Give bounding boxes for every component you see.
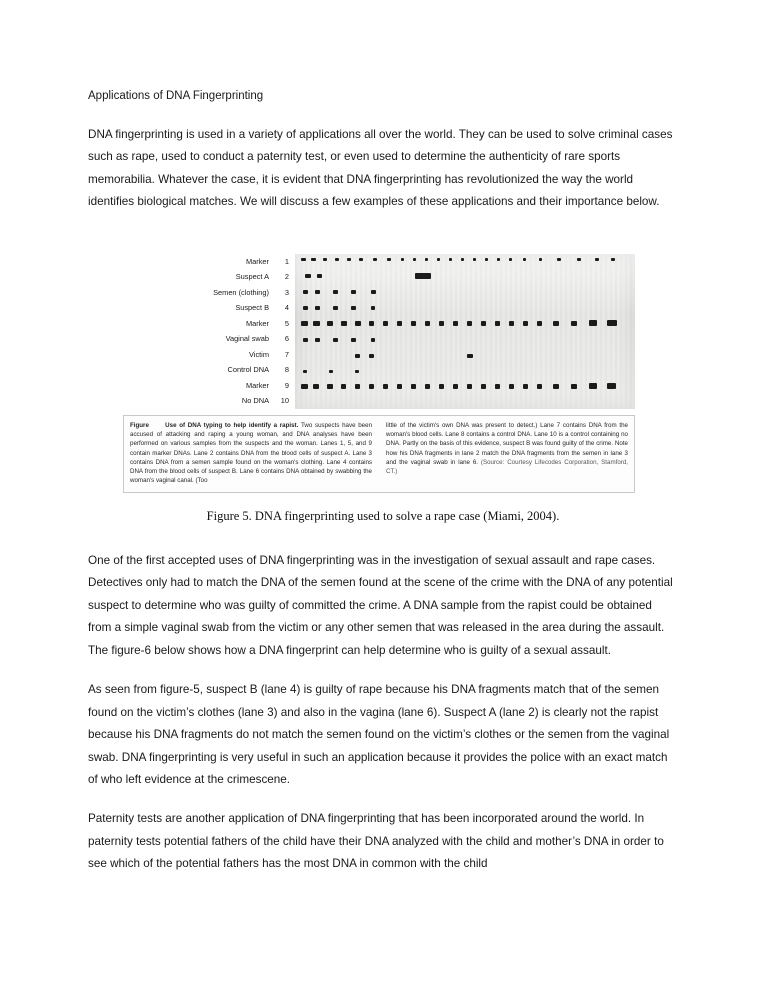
figure-caption-title: Use of DNA typing to help identify a rapist. bbox=[165, 421, 299, 429]
figure-caption-right bbox=[386, 421, 628, 486]
document-content bbox=[88, 88, 678, 893]
lane-row bbox=[123, 393, 295, 409]
gel-lane-labels bbox=[123, 254, 295, 409]
lane-row bbox=[123, 254, 295, 270]
lane-number: 1 bbox=[284, 256, 289, 266]
lane-label: Marker bbox=[246, 256, 269, 266]
lane-row bbox=[123, 347, 295, 363]
gel-background-texture bbox=[295, 254, 635, 409]
lane-row bbox=[123, 269, 295, 285]
lane-number: 5 bbox=[284, 318, 289, 328]
figure-caption-right-body: little of the victim's own DNA was present to detect.) Lane 7 contains DNA from the woman's blood cells. Lane 8 contains a control DNA. Lane 10 is a control containing no DNA. Partly on the basis of this evidence, suspect B was found guilty of the crime. Note how his DNA fragments in lane 2 match the DNA fragments from the semen in lane 3 and the vaginal swab in lane 6. bbox=[386, 421, 628, 466]
lane-row bbox=[123, 362, 295, 378]
lane-label: Semen (clothing) bbox=[213, 287, 269, 297]
lane-row bbox=[123, 300, 295, 316]
paragraph-paternity: Paternity tests are another application of DNA fingerprinting that has been incorporated around the world. In paternity tests potential fathers of the child have their DNA analyzed with the child and mother’s DNA in order to see which of the potential fathers has the most DNA in common with the child bbox=[88, 812, 664, 871]
page-title: Applications of DNA Fingerprinting bbox=[88, 90, 264, 102]
lane-label: Vaginal swab bbox=[225, 334, 269, 344]
lane-number: 4 bbox=[284, 303, 289, 313]
figure-caption-label: Figure bbox=[130, 421, 149, 429]
lane-number: 2 bbox=[284, 272, 289, 282]
gel-figure bbox=[123, 254, 635, 409]
lane-row bbox=[123, 316, 295, 332]
figure-number-caption: Figure 5. DNA fingerprinting used to solve a rape case (Miami, 2004). bbox=[206, 508, 560, 523]
lane-number: 10 bbox=[280, 396, 289, 406]
lane-label: Suspect B bbox=[235, 303, 269, 313]
lane-label: No DNA bbox=[241, 396, 269, 406]
paragraph-figure-analysis: As seen from figure-5, suspect B (lane 4) is guilty of rape because his DNA fragments match that of the semen found on the victim’s clothes (lane 3) and also in the vagina (lane 6). Suspect A (lane 2) is clearly not the rapist because his DNA fragments do not match the semen found on the victim’s clothes or the semen from the vaginal swab. DNA fingerprinting is very useful in such an application because it provides the police with an exact match of who left evidence at the crimescene. bbox=[88, 683, 670, 786]
lane-number: 8 bbox=[284, 365, 289, 375]
paragraph-intro: DNA fingerprinting is used in a variety of applications all over the world. They can be used to solve criminal cases such as rape, used to conduct a paternity test, or even used to determine the authenticity of rare sports memorabilia. Whatever the case, it is evident that DNA fingerprinting has revolutionized the way the world identifies biological matches. We will discuss a few examples of these applications and their importance below. bbox=[88, 127, 673, 209]
lane-label: Victim bbox=[249, 349, 269, 359]
lane-number: 9 bbox=[284, 380, 289, 390]
lane-row bbox=[123, 285, 295, 301]
lane-label: Marker bbox=[246, 380, 269, 390]
lane-number: 6 bbox=[284, 334, 289, 344]
figure-block bbox=[88, 254, 678, 524]
lane-label: Control DNA bbox=[227, 365, 269, 375]
lane-number: 3 bbox=[284, 287, 289, 297]
paragraph-rape-cases: One of the first accepted uses of DNA fingerprinting was in the investigation of sexual assault and rape cases. Detectives only had to match the DNA of the semen found at the scene of the crime with the DNA of any potential suspect to determine who was guilty of committed the crime. A DNA sample from the rapist could be obtained from a simple vaginal swab from the victim or any other semen that was released in the area during the assault. The figure-6 below shows how a DNA fingerprint can help determine who is guilty of a sexual assault. bbox=[88, 553, 673, 657]
figure-caption-box bbox=[123, 415, 635, 493]
lane-row bbox=[123, 331, 295, 347]
figure-caption-source: (Source: Courtesy Lifecodes Corporation, Stamford, CT.) bbox=[386, 458, 628, 476]
figure-caption-left-body: Two suspects have been accused of attacking and raping a young woman, and DNA analyses have been performed on various samples from the suspects and the woman. Lanes 1, 5, and 9 contain marker DNAs. Lane 2 contains DNA from the blood cells of suspect A. Lane 3 contains DNA from a semen sample found on the woman's clothing. Lane 4 contains DNA from the blood cells of suspect B. Lane 6 contains DNA obtained by swabbing the woman's vaginal canal. (Too bbox=[130, 421, 373, 485]
gel-autoradiograph-image bbox=[295, 254, 635, 409]
lane-row bbox=[123, 378, 295, 394]
lane-label: Suspect A bbox=[235, 272, 269, 282]
lane-number: 7 bbox=[284, 349, 289, 359]
figure-caption-left bbox=[130, 421, 372, 486]
lane-label: Marker bbox=[246, 318, 269, 328]
